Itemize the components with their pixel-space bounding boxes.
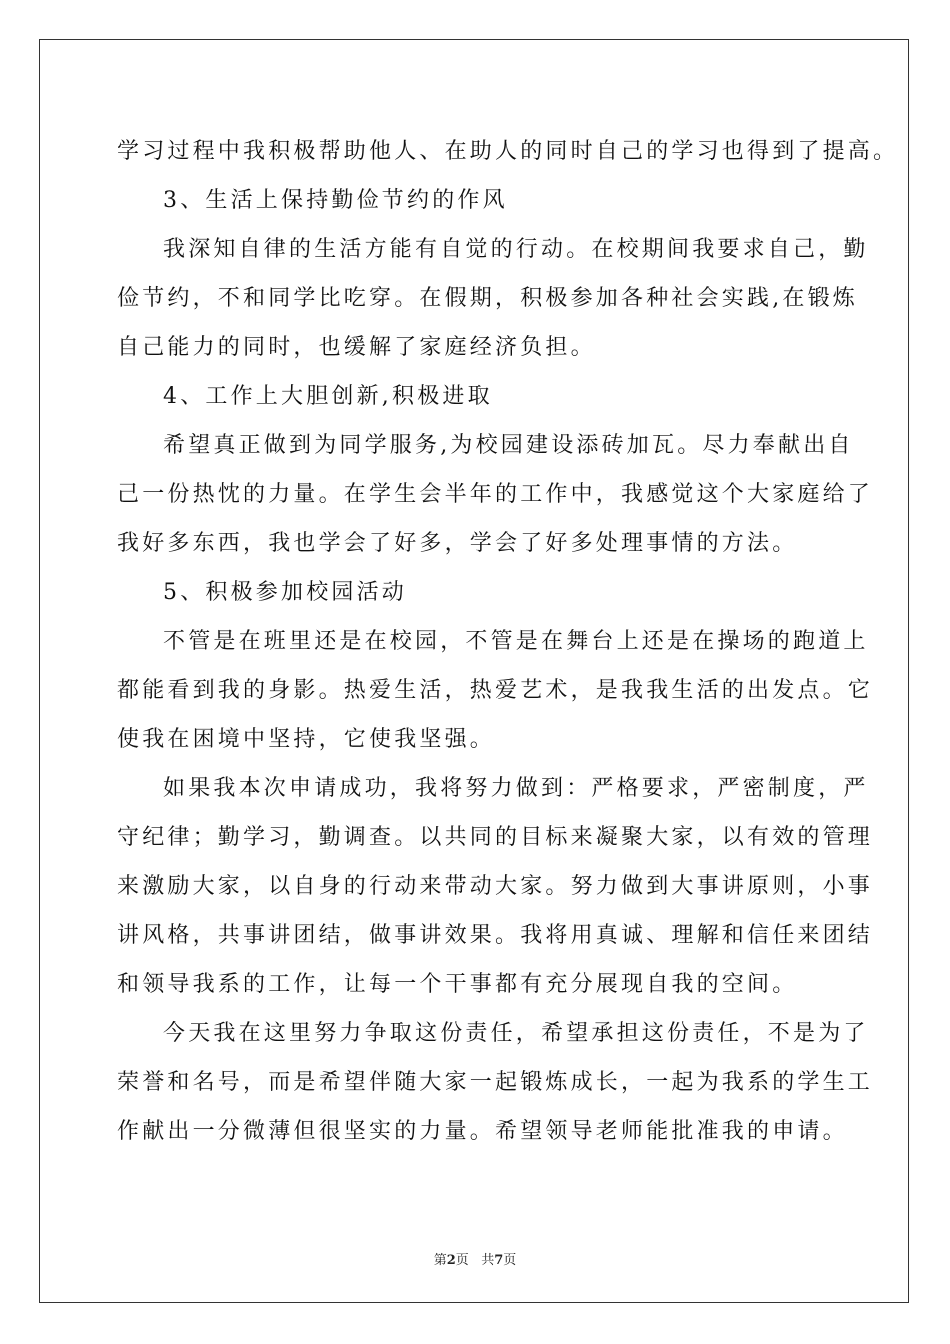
paragraph-line: 守纪律；勤学习，勤调查。以共同的目标来凝聚大家，以有效的管理 [117,825,874,850]
paragraph-line: 使我在困境中坚持，它使我坚强。 [117,727,496,752]
paragraph-line: 我深知自律的生活方能有自觉的行动。在校期间我要求自己，勤 [163,237,869,262]
document-body [117,127,899,1156]
paragraph-line: 我好多东西，我也学会了好多，学会了好多处理事情的方法。 [117,531,798,556]
page-number: 2 [446,1253,456,1268]
paragraph-line: 如果我本次申请成功，我将努力做到：严格要求，严密制度，严 [163,776,869,801]
paragraph-line: 都能看到我的身影。热爱生活，热爱艺术，是我我生活的出发点。它 [117,678,874,703]
total-prefix: 共 [481,1253,495,1268]
page-suffix: 页 [455,1253,469,1268]
section-heading-5: 5、积极参加校园活动 [163,580,407,605]
paragraph-line: 不管是在班里还是在校园，不管是在舞台上还是在操场的跑道上 [163,629,869,654]
paragraph-line: 来激励大家，以自身的行动来带动大家。努力做到大事讲原则，小事 [117,874,874,899]
total-suffix: 页 [503,1253,517,1268]
paragraph-line: 俭节约，不和同学比吃穿。在假期，积极参加各种社会实践,在锻炼 [117,286,858,311]
page-footer [0,1249,950,1268]
paragraph-line: 今天我在这里努力争取这份责任，希望承担这份责任，不是为了 [163,1021,869,1046]
paragraph-line: 自己能力的同时，也缓解了家庭经济负担。 [117,335,596,360]
section-heading-3: 3、生活上保持勤俭节约的作风 [163,188,508,213]
paragraph-line: 荣誉和名号，而是希望伴随大家一起锻炼成长，一起为我系的学生工 [117,1070,874,1095]
paragraph-line: 希望真正做到为同学服务,为校园建设添砖加瓦。尽力奉献出自 [163,433,854,458]
paragraph-line: 作献出一分微薄但很坚实的力量。希望领导老师能批准我的申请。 [117,1119,848,1144]
paragraph-line: 和领导我系的工作，让每一个干事都有充分展现自我的空间。 [117,972,798,997]
paragraph-line: 学习过程中我积极帮助他人、在助人的同时自己的学习也得到了提高。 [117,139,899,164]
total-pages: 7 [494,1253,504,1268]
paragraph-line: 讲风格，共事讲团结，做事讲效果。我将用真诚、理解和信任来团结 [117,923,874,948]
page-prefix: 第 [433,1253,447,1268]
section-heading-4: 4、工作上大胆创新,积极进取 [163,384,493,409]
paragraph-line: 己一份热忱的力量。在学生会半年的工作中，我感觉这个大家庭给了 [117,482,874,507]
